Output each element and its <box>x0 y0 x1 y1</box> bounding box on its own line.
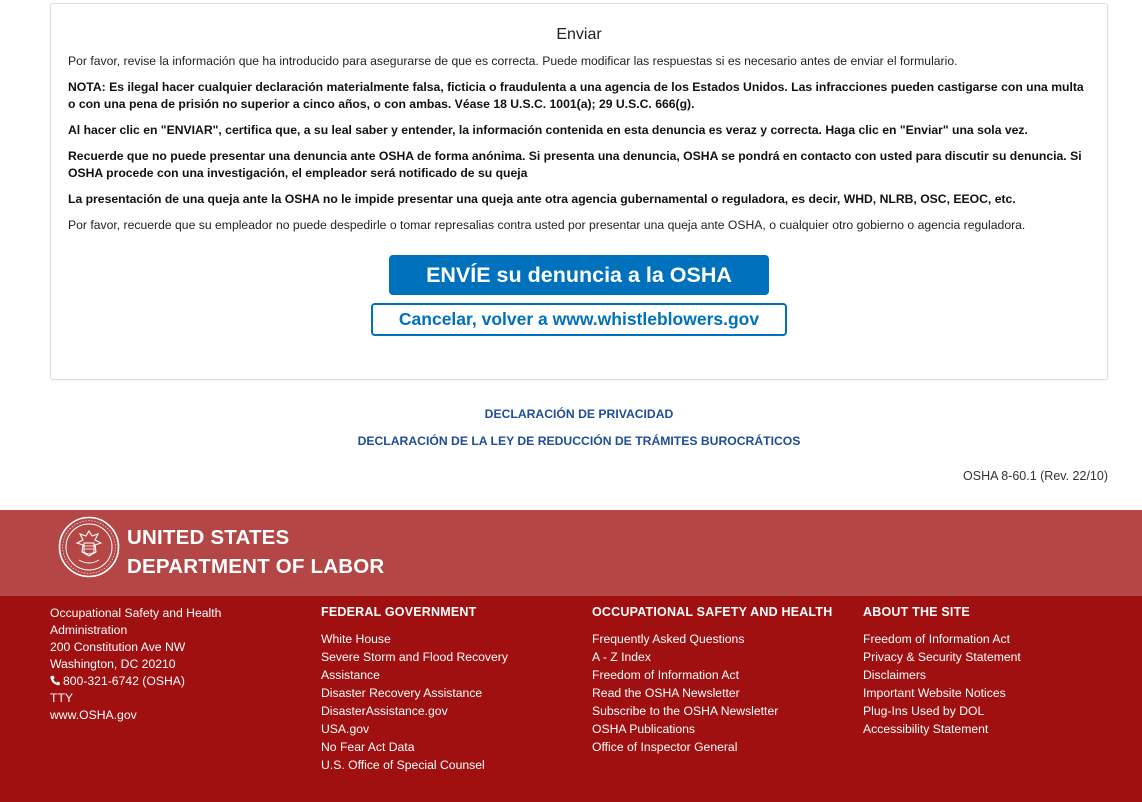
org-name-line2: Administration <box>50 623 128 637</box>
submit-complaint-button[interactable]: ENVÍE su denuncia a la OSHA <box>389 255 769 295</box>
tty-link[interactable]: TTY <box>50 691 74 705</box>
federal-link[interactable]: USA.gov <box>321 722 370 736</box>
footer <box>0 596 1142 802</box>
phone-line[interactable] <box>50 673 221 690</box>
about-link[interactable]: Disclaimers <box>863 668 926 682</box>
panel-title: Enviar <box>556 26 602 43</box>
osha-link[interactable]: Frequently Asked Questions <box>592 632 745 646</box>
footer-contact <box>50 605 221 724</box>
federal-heading: FEDERAL GOVERNMENT <box>321 605 477 619</box>
submit-panel <box>50 3 1108 380</box>
paperwork-reduction-link[interactable]: DECLARACIÓN DE LA LEY DE REDUCCIÓN DE TRÁMITES BUROCRÁTICOS <box>357 434 801 448</box>
footer-about-column <box>863 604 1103 738</box>
osha-link[interactable]: Freedom of Information Act <box>592 668 739 682</box>
osha-link[interactable]: Subscribe to the OSHA Newsletter <box>592 704 779 718</box>
org-name-line1: Occupational Safety and Health <box>50 606 222 620</box>
cancel-button[interactable]: Cancelar, volver a www.whistleblowers.gov <box>371 303 787 336</box>
osha-link[interactable]: Read the OSHA Newsletter <box>592 686 740 700</box>
about-heading: ABOUT THE SITE <box>863 605 970 619</box>
osha-heading: OCCUPATIONAL SAFETY AND HEALTH <box>592 605 833 619</box>
retaliation-notice: Por favor, recuerde que su empleador no puede despedirle o tomar represalias contra usted por presentar una queja ante OSHA, o cualquier otro gobierno o agencia reguladora. <box>68 218 1026 232</box>
about-link[interactable]: Plug-Ins Used by DOL <box>863 704 985 718</box>
federal-link[interactable]: Disaster Recovery Assistance <box>321 686 483 700</box>
privacy-statement-link[interactable]: DECLARACIÓN DE PRIVACIDAD <box>484 407 674 421</box>
dol-seal-icon[interactable] <box>58 516 120 578</box>
osha-link[interactable]: OSHA Publications <box>592 722 695 736</box>
dol-title[interactable] <box>127 523 384 581</box>
dol-title-line1: UNITED STATES <box>127 526 290 549</box>
phone-number: 800-321-6742 (OSHA) <box>63 674 185 688</box>
federal-link[interactable]: No Fear Act Data <box>321 740 415 754</box>
footer-osha-column <box>592 604 842 756</box>
street-address: 200 Constitution Ave NW <box>50 640 186 654</box>
osha-link[interactable]: Office of Inspector General <box>592 740 738 754</box>
certification-text: Al hacer clic en "ENVIAR", certifica que, a su leal saber y entender, la información contenida en esta denuncia es veraz y correcta. Haga clic en "Enviar" una sola vez. <box>68 123 1028 137</box>
about-link[interactable]: Privacy & Security Statement <box>863 650 1021 664</box>
city-address: Washington, DC 20210 <box>50 657 176 671</box>
federal-link[interactable]: U.S. Office of Special Counsel <box>321 758 485 772</box>
dol-title-line2: DEPARTMENT OF LABOR <box>127 555 385 578</box>
other-agency-notice: La presentación de una queja ante la OSHA no le impide presentar una queja ante otra agencia gubernamental o reguladora, es decir, WHD, NLRB, OSC, EEOC, etc. <box>68 192 1016 206</box>
about-link[interactable]: Freedom of Information Act <box>863 632 1010 646</box>
osha-site-link[interactable]: www.OSHA.gov <box>50 708 137 722</box>
federal-link[interactable]: DisasterAssistance.gov <box>321 704 448 718</box>
about-link[interactable]: Accessibility Statement <box>863 722 989 736</box>
anonymity-notice: Recuerde que no puede presentar una denuncia ante OSHA de forma anónima. Si presenta una denuncia, OSHA se pondrá en contacto con usted para discutir su denuncia. Si OSHA procede con una investigación, el empleador será notificado de su queja <box>68 149 1082 180</box>
form-identifier: OSHA 8-60.1 (Rev. 22/10) <box>963 469 1108 483</box>
legal-note: NOTA: Es ilegal hacer cualquier declaración materialmente falsa, ficticia o fraudulenta a una agencia de los Estados Unidos. Las infracciones pueden castigarse con una multa o con una pena de prisión no superior a cinco años, o con ambas. Véase 18 U.S.C. 1001(a); 29 U.S.C. 666(g). <box>68 80 1084 111</box>
federal-link[interactable]: White House <box>321 632 391 646</box>
review-instructions: Por favor, revise la información que ha introducido para asegurarse de que es correcta. Puede modificar las respuestas si es necesario antes de enviar el formulario. <box>68 54 958 68</box>
footer-federal-column <box>321 604 561 774</box>
about-link[interactable]: Important Website Notices <box>863 686 1006 700</box>
federal-link[interactable]: Severe Storm and Flood Recovery Assistance <box>321 650 508 682</box>
phone-icon <box>50 675 60 686</box>
osha-link[interactable]: A - Z Index <box>592 650 651 664</box>
